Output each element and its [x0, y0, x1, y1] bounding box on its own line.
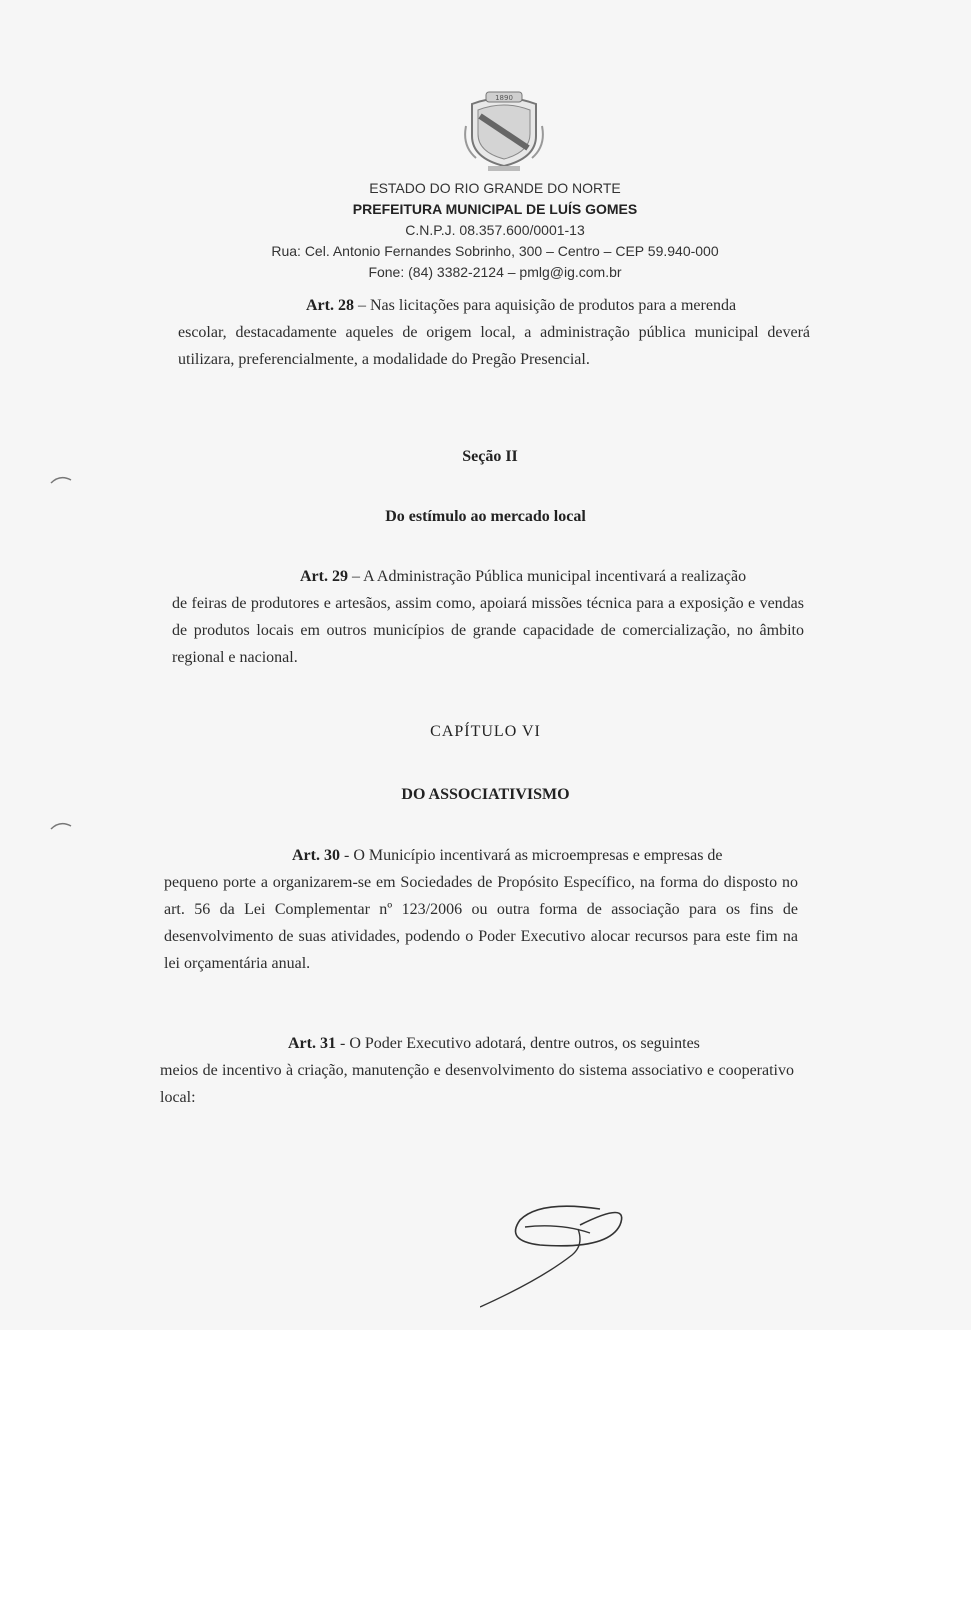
cnpj: C.N.P.J. 08.357.600/0001-13	[405, 222, 585, 238]
chapter-subtitle: DO ASSOCIATIVISMO	[401, 786, 570, 803]
article-28-body: escolar, destacadamente aqueles de origem local, a administração pública municipal deverá utilizara, preferencialmente, a modalidade do Pregão Presencial.	[178, 324, 810, 368]
crest-year: 1890	[495, 94, 513, 102]
article-31-label: Art. 31	[288, 1035, 336, 1052]
article-30-body: pequeno porte a organizarem-se em Sociedades de Propósito Específico, na forma do disposto no art. 56 da Lei Complementar nº 123/2006 ou outra forma de associação para os fins de desenvolvimento de suas atividades, podendo o Poder Executivo alocar recursos para este fim na lei orçamentária anual.	[164, 874, 798, 972]
article-31-body: meios de incentivo à criação, manutenção e desenvolvimento do sistema associativo e cooperativo local:	[160, 1062, 794, 1106]
article-28	[178, 292, 810, 373]
margin-mark-icon	[50, 474, 72, 484]
address: Rua: Cel. Antonio Fernandes Sobrinho, 300 – Centro – CEP 59.940-000	[271, 243, 719, 259]
prefeitura-name: PREFEITURA MUNICIPAL DE LUÍS GOMES	[352, 201, 638, 217]
article-29-label: Art. 29	[300, 568, 348, 585]
article-30-line1: - O Município incentivará as microempresas e empresas de	[343, 847, 723, 864]
margin-mark-icon	[50, 820, 72, 830]
article-28-line1: – Nas licitações para aquisição de produtos para a merenda	[357, 297, 737, 314]
phone-email: Fone: (84) 3382-2124 – pmlg@ig.com.br	[368, 264, 622, 280]
article-29	[172, 563, 804, 671]
state-name: ESTADO DO RIO GRANDE DO NORTE	[369, 180, 621, 196]
article-30	[164, 842, 798, 977]
article-29-body: de feiras de produtores e artesãos, assim como, apoiará missões técnica para a exposição e vendas de produtos locais em outros municípios de grande capacidade de comercialização, no âmbito regional e nacional.	[172, 595, 804, 666]
letterhead	[200, 178, 790, 283]
handwritten-signature	[480, 1195, 650, 1310]
municipal-crest-logo	[462, 86, 546, 172]
section-subtitle: Do estímulo ao mercado local	[385, 508, 586, 525]
section-title: Seção II	[462, 448, 518, 465]
article-30-label: Art. 30	[292, 847, 340, 864]
article-29-line1: – A Administração Pública municipal incentivará a realização	[351, 568, 747, 585]
article-31-line1: - O Poder Executivo adotará, dentre outros, os seguintes	[339, 1035, 700, 1052]
article-28-label: Art. 28	[306, 297, 354, 314]
article-31	[160, 1030, 794, 1111]
chapter-title: CAPÍTULO VI	[430, 723, 541, 740]
